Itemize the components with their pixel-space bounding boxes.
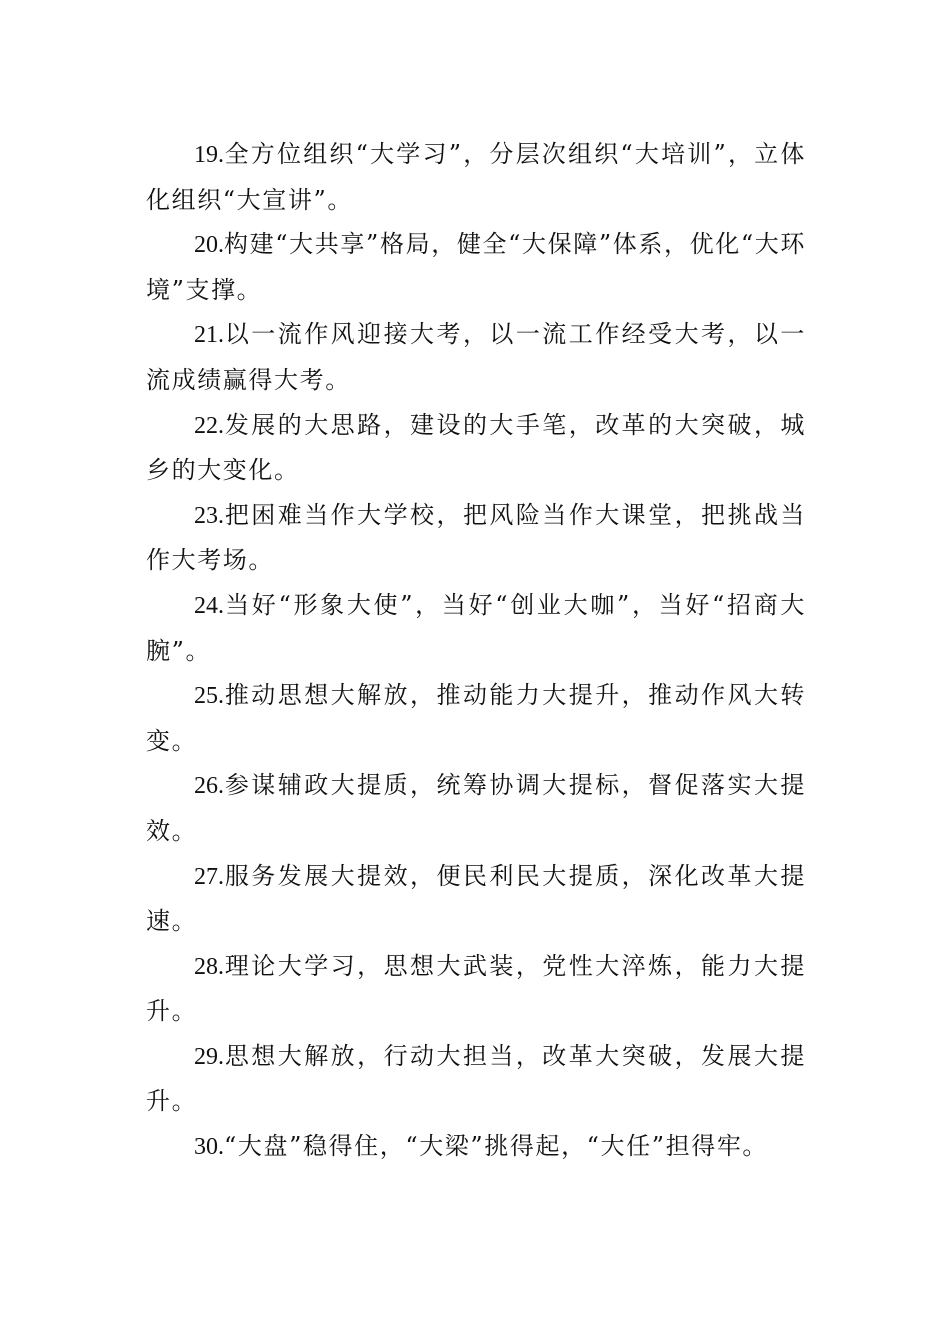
item-text: 思想大解放，行动大担当，改革大突破，发展大提升。: [146, 1041, 806, 1116]
list-item: [146, 944, 806, 1034]
list-item: [146, 403, 806, 493]
item-text: 推动思想大解放，推动能力大提升，推动作风大转变。: [146, 681, 806, 755]
item-text: 构建“大共享”格局，健全“大保障”体系，优化“大环境”支撑。: [146, 230, 806, 304]
item-text: 服务发展大提效，便民利民大提质，深化改革大提速。: [146, 861, 806, 936]
item-text: “大盘”稳得住，“大梁”挑得起，“大任”担得牢。: [224, 1132, 769, 1161]
item-text: 把困难当作大学校，把风险当作大课堂，把挑战当作大考场。: [146, 500, 806, 575]
item-text: 当好“形象大使”，当好“创业大咖”，当好“招商大腕”。: [146, 590, 806, 665]
item-number: 29.: [194, 1043, 224, 1070]
item-number: 30.: [194, 1134, 224, 1161]
document-body: [146, 132, 806, 1170]
item-text: 发展的大思路，建设的大手笔，改革的大突破，城乡的大变化。: [146, 410, 806, 485]
item-number: 22.: [194, 412, 224, 439]
list-item: [146, 132, 806, 222]
list-item: [146, 222, 806, 312]
list-item: [146, 763, 806, 853]
item-text: 参谋辅政大提质，统筹协调大提标，督促落实大提效。: [146, 771, 806, 845]
list-item: [146, 1124, 806, 1170]
list-item: [146, 312, 806, 402]
list-item: [146, 493, 806, 583]
item-number: 26.: [194, 773, 224, 800]
item-number: 19.: [194, 142, 224, 168]
list-item: [146, 854, 806, 944]
list-item: [146, 673, 806, 763]
item-number: 25.: [194, 683, 224, 710]
item-text: 以一流作风迎接大考，以一流工作经受大考，以一流成绩赢得大考。: [146, 320, 806, 394]
list-item: [146, 1034, 806, 1124]
item-number: 24.: [194, 592, 224, 619]
item-number: 23.: [194, 502, 224, 529]
item-number: 28.: [194, 953, 224, 980]
list-item: [146, 583, 806, 673]
item-text: 全方位组织“大学习”，分层次组织“大培训”，立体化组织“大宣讲”。: [146, 140, 806, 214]
item-text: 理论大学习，思想大武装，党性大淬炼，能力大提升。: [146, 951, 806, 1026]
item-number: 21.: [194, 322, 224, 349]
item-number: 27.: [194, 863, 224, 890]
item-number: 20.: [194, 232, 224, 259]
